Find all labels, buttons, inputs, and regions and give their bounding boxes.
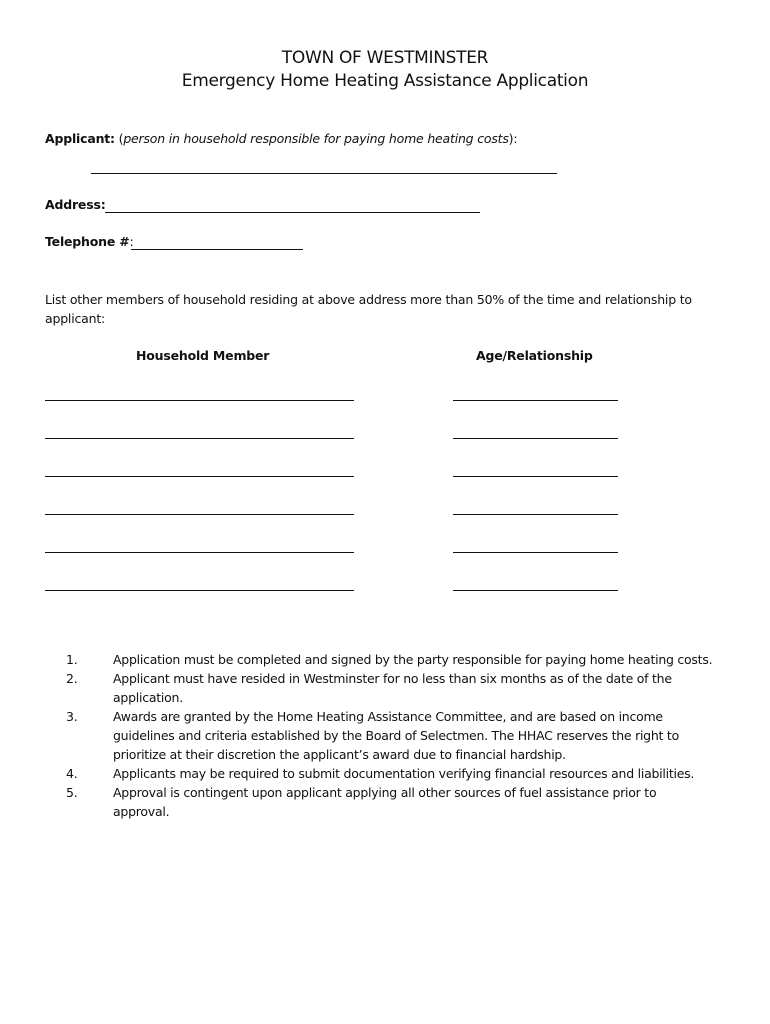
- telephone-label-row: [45, 234, 134, 249]
- household-member-header: Household Member: [136, 348, 270, 363]
- telephone-label: Telephone #: [45, 234, 130, 249]
- household-instruction: List other members of household residing at above address more than 50% of the time and relationship to applicant:: [45, 292, 692, 326]
- requirement-number: 3.: [66, 709, 78, 724]
- form-title: Emergency Home Heating Assistance Application: [181, 71, 589, 91]
- age-relationship-field[interactable]: [453, 590, 618, 591]
- age-relationship-field[interactable]: [453, 400, 618, 401]
- applicant-note: person in household responsible for paying home heating costs: [123, 131, 509, 146]
- requirement-text: Applicants may be required to submit documentation verifying financial resources and liabilities.: [113, 766, 695, 781]
- age-relationship-field[interactable]: [453, 552, 618, 553]
- applicant-label: Applicant:: [45, 131, 115, 146]
- requirement-number: 2.: [66, 671, 78, 686]
- age-relationship-field[interactable]: [453, 476, 618, 477]
- requirement-text: Approval is contingent upon applicant applying all other sources of fuel assistance prior to approval.: [113, 785, 657, 819]
- requirement-item: [0, 669, 770, 707]
- address-field[interactable]: [105, 212, 480, 213]
- telephone-label-suffix: :: [129, 234, 134, 249]
- requirement-number: 4.: [66, 766, 78, 781]
- requirement-text: Awards are granted by the Home Heating Assistance Committee, and are based on income guidelines and criteria established by the Board of Selectmen. The HHAC reserves the right to prioritize at their discretion the applicant’s award due to financial hardship.: [113, 709, 679, 762]
- requirement-item: [0, 764, 770, 783]
- household-member-field[interactable]: [45, 438, 354, 439]
- household-member-field[interactable]: [45, 552, 354, 553]
- applicant-name-field[interactable]: [91, 173, 557, 174]
- household-member-field[interactable]: [45, 590, 354, 591]
- household-member-field[interactable]: [45, 476, 354, 477]
- household-member-field[interactable]: [45, 400, 354, 401]
- requirement-item: [0, 707, 770, 764]
- age-relationship-field[interactable]: [453, 438, 618, 439]
- age-relationship-header: Age/Relationship: [476, 348, 593, 363]
- household-member-field[interactable]: [45, 514, 354, 515]
- requirement-text: Application must be completed and signed by the party responsible for paying home heating costs.: [113, 652, 713, 667]
- telephone-field[interactable]: [131, 249, 303, 250]
- requirement-number: 1.: [66, 652, 78, 667]
- applicant-note-open: (: [114, 131, 124, 146]
- age-relationship-field[interactable]: [453, 514, 618, 515]
- applicant-label-row: [45, 131, 517, 146]
- requirement-number: 5.: [66, 785, 78, 800]
- requirement-item: [0, 783, 770, 821]
- requirement-text: Applicant must have resided in Westminster for no less than six months as of the date of the application.: [113, 671, 672, 705]
- address-label: Address:: [45, 197, 106, 212]
- applicant-note-close: ):: [508, 131, 518, 146]
- requirement-item: [0, 650, 770, 669]
- town-title: TOWN OF WESTMINSTER: [281, 48, 489, 68]
